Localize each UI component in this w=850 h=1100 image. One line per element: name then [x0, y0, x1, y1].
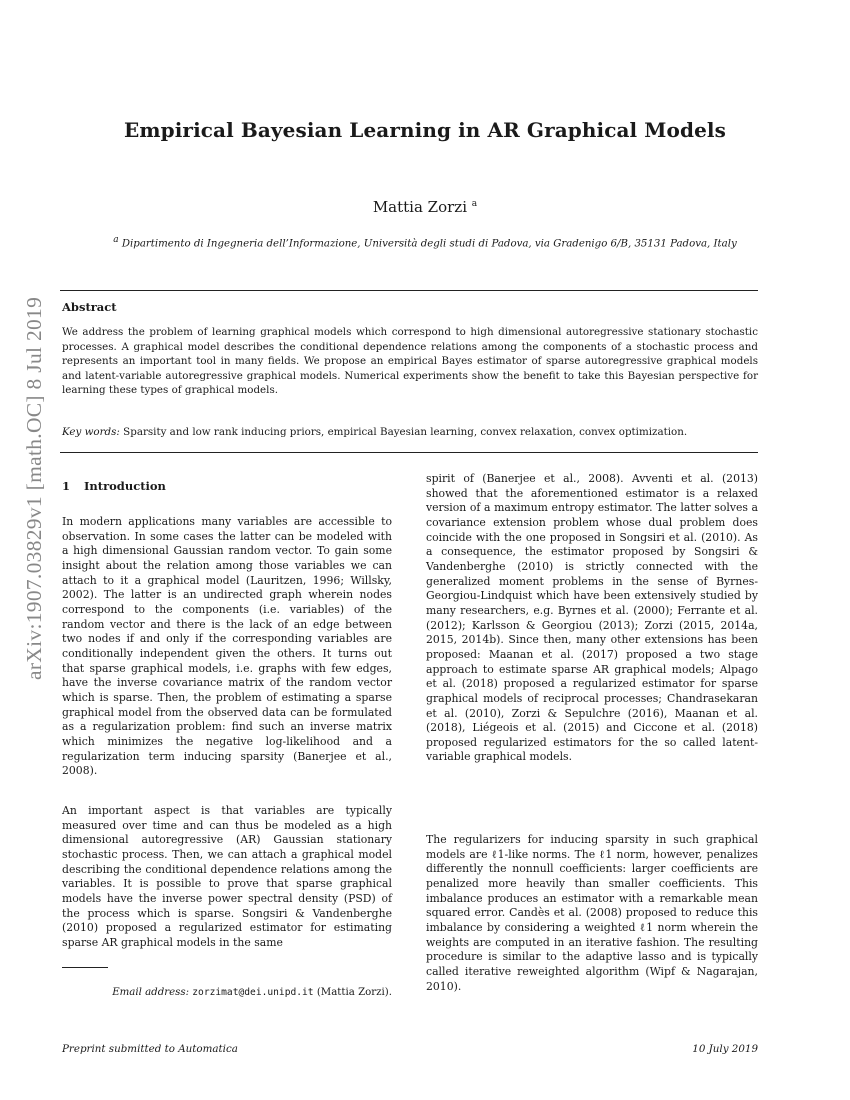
left-column: [62, 515, 392, 779]
intro-paragraph-1: In modern applications many variables are accessible to observation. In some cases the latter can be modeled with a high dimensional Gaussian random vector. To gain some insight about the relation among those variables we can attach to it a graphical model (Lauritzen, 1996; Willsky, 2002). The latter is an undirected graph wherein nodes correspond to the components (i.e. variables) of the random vector and there is the lack of an edge between two nodes if and only if the corresponding variables are conditionally independent given the others. It turns out that sparse graphical models, i.e. graphs with few edges, have the inverse covariance matrix of the random vector which is sparse. Then, the problem of estimating a sparse graphical model from the observed data can be formulated as a regularization problem: find such an inverse matrix which minimizes the negative log-likelihood and a regularization term inducing sparsity (Banerjee et al., 2008).: [62, 515, 392, 778]
author-name: Mattia Zorzi: [372, 198, 468, 216]
keywords-text: Sparsity and low rank inducing priors, empirical Bayesian learning, convex relaxation, convex optimization.: [123, 426, 688, 438]
author-affiliation-mark: a: [471, 199, 478, 209]
affiliation-line: [50, 235, 800, 249]
right-column: [426, 472, 758, 765]
abstract-top-rule: [60, 290, 758, 291]
footnote-email[interactable]: zorzimat@dei.unipd.it: [192, 987, 314, 998]
right-column-continued: [426, 833, 758, 994]
arxiv-stamp: arXiv:1907.03829v1 [math.OC] 8 Jul 2019: [22, 296, 46, 680]
left-column-continued: [62, 804, 392, 951]
section-number: 1: [62, 479, 71, 493]
footer-preprint-note: Preprint submitted to Automatica: [62, 1043, 238, 1055]
section-heading: [62, 479, 166, 493]
intro-paragraph-2: An important aspect is that variables are typically measured over time and can thus be modeled as a high dimensional autoregressive (AR) Gaussian stationary stochastic process. Then, we can attach a graphical model describing the conditional dependence relations among the variables. It is possible to prove that sparse graphical models have the inverse power spectral density (PSD) of the process which is sparse. Songsiri & Vandenberghe (2010) proposed a regularized estimator for estimating sparse AR graphical models in the same: [62, 804, 392, 949]
footnote-label: Email address:: [112, 987, 190, 998]
affiliation-text: Dipartimento di Ingegneria dell’Informazione, Università degli studi di Padova, via Gradenigo 6/B, 35131 Padova, Italy: [121, 238, 737, 250]
abstract-heading: Abstract: [62, 300, 117, 314]
section-title: Introduction: [84, 479, 166, 493]
footnote-name: (Mattia Zorzi).: [316, 987, 392, 998]
affiliation-mark: a: [113, 235, 119, 245]
abstract-bottom-rule: [60, 452, 758, 453]
abstract-text: We address the problem of learning graphical models which correspond to high dimensional autoregressive stationary stochastic processes. A graphical model describes the conditional dependence relations among the components of a stochastic process and represents an important tool in many fields. We propose an empirical Bayes estimator of sparse autoregressive graphical models and latent-variable autoregressive graphical models. Numerical experiments show the benefit to take this Bayesian perspective for learning these types of graphical models.: [62, 326, 758, 397]
intro-paragraph-4: The regularizers for inducing sparsity in such graphical models are ℓ1-like norms. The ℓ1 norm, however, penalizes differently the nonnull coefficients: larger coefficients are penalized more heavily than smaller coefficients. This imbalance produces an estimator with a remarkable mean squared error. Candès et al. (2008) proposed to reduce this imbalance by considering a weighted ℓ1 norm wherein the weights are computed in an iterative fashion. The resulting procedure is similar to the adaptive lasso and is typically called iterative reweighted algorithm (Wipf & Nagarajan, 2010).: [426, 833, 758, 993]
keywords: [62, 426, 758, 438]
paper-title: Empirical Bayesian Learning in AR Graphical Models: [124, 118, 726, 142]
footnote-rule: [62, 967, 108, 968]
author-line: [0, 198, 850, 216]
intro-paragraph-3: spirit of (Banerjee et al., 2008). Avventi et al. (2013) showed that the aforementioned estimator is a relaxed version of a maximum entropy estimator. The latter solves a covariance extension problem whose dual problem does coincide with the one proposed in Songsiri et al. (2010). As a consequence, the estimator proposed by Songsiri & Vandenberghe (2010) is strictly connected with the generalized moment problems in the sense of Byrnes-Georgiou-Lindquist which have been extensively studied by many researchers, e.g. Byrnes et al. (2000); Ferrante et al. (2012); Karlsson & Georgiou (2013); Zorzi (2015, 2014a, 2015, 2014b). Since then, many other extensions has been proposed: Maanan et al. (2017) proposed a two stage approach to estimate sparse AR graphical models; Alpago et al. (2018) proposed a regularized estimator for sparse graphical models of reciprocal processes; Chandrasekaran et al. (2010), Zorzi & Sepulchre (2016), Maanan et al. (2018), Liégeois et al. (2015) and Ciccone et al. (2018) proposed regularized estimators for the so called latent-variable graphical models.: [426, 472, 758, 764]
footer-date: 10 July 2019: [692, 1043, 758, 1055]
keywords-label: Key words:: [62, 426, 120, 438]
footnote: [62, 987, 392, 998]
